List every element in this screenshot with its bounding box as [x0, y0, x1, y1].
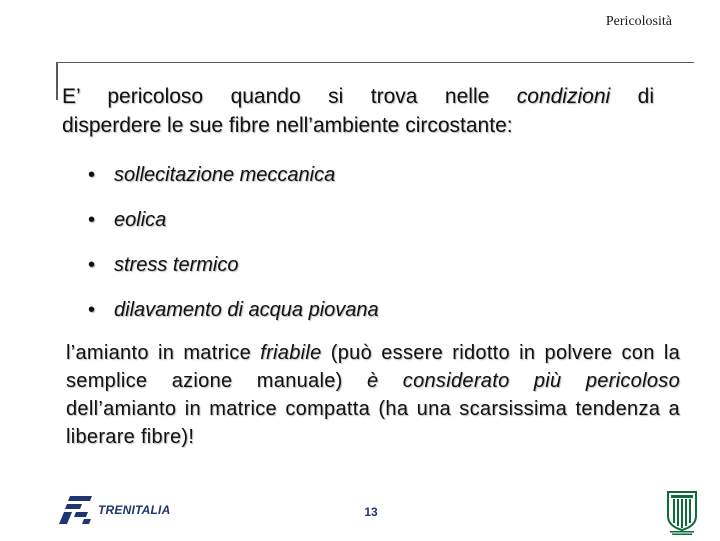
crest-shield-icon: [664, 490, 700, 536]
list-item: [88, 250, 379, 295]
bullet-dot-icon: •: [88, 299, 96, 321]
intro-line-1-italic: condizioni: [516, 85, 611, 108]
brand-name: TRENITALIA: [98, 503, 171, 517]
bullet-text: stress termico: [114, 254, 239, 276]
bullet-dot-icon: •: [88, 209, 96, 231]
para-part-5: dell’amianto in matrice compatta (ha una scarsissima tendenza a liberare fibre)!: [66, 398, 680, 448]
university-crest: [664, 490, 700, 541]
header-rule: [56, 62, 694, 63]
bullet-list: [88, 160, 379, 340]
list-item: [88, 160, 379, 205]
bullet-text: dilavamento di acqua piovana: [114, 299, 379, 321]
intro-line-2: disperdere le sue fibre nell’ambiente circostante:: [62, 114, 513, 137]
list-item: [88, 205, 379, 250]
intro-line-1: [62, 82, 654, 111]
bullet-text: sollecitazione meccanica: [114, 164, 336, 186]
para-italic-friabile: friabile: [260, 342, 322, 364]
intro-line-1-end: di: [610, 85, 654, 108]
bullet-dot-icon: •: [88, 254, 96, 276]
conclusion-paragraph: [66, 339, 680, 451]
para-part-1: l’amianto in matrice: [66, 342, 261, 364]
intro-line-1-start: E’ pericoloso quando si trova nelle: [62, 85, 517, 108]
slide-title: Pericolosità: [605, 14, 672, 29]
trenitalia-logo: [58, 494, 170, 526]
list-item: [88, 295, 379, 340]
intro-text: [62, 82, 654, 140]
para-part-3: (può essere ridotto in polvere con la semplice azione manuale): [66, 342, 680, 392]
left-accent-rule: [56, 62, 58, 100]
trenitalia-fs-icon: [58, 494, 94, 526]
bullet-dot-icon: •: [88, 164, 96, 186]
bullet-text: eolica: [114, 209, 167, 231]
para-italic-emphasis: è considerato più pericoloso: [366, 370, 680, 392]
page-number: 13: [364, 505, 378, 519]
